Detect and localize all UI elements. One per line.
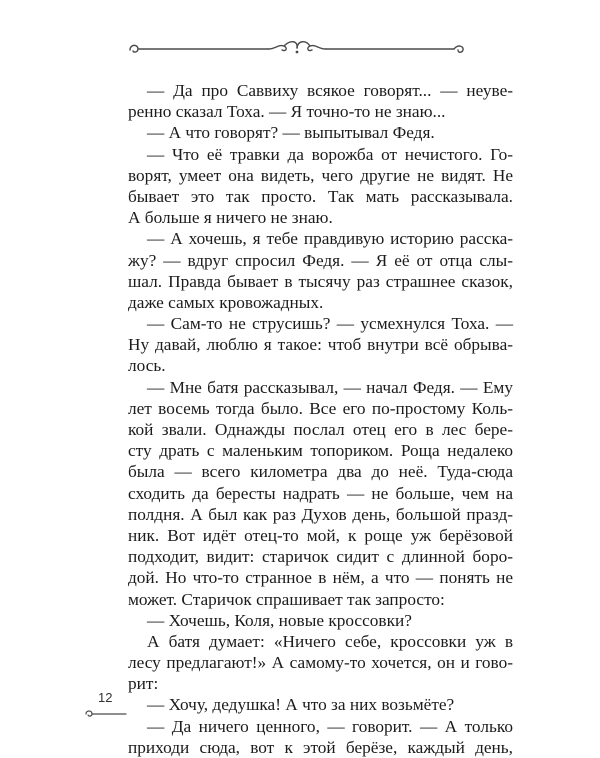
text-line: ворят, умеет она видеть, чего другие не видят. Не <box>128 165 513 185</box>
text-line: приходи сюда, вот к этой берёзе, каждый день, <box>128 737 513 757</box>
text-line: полдня. А был как раз Духов день, большой празд- <box>128 504 513 524</box>
text-line: — Хочешь, Коля, новые кроссовки? <box>147 610 412 630</box>
text-line: — А что говорят? — выпытывал Федя. <box>147 123 435 143</box>
text-line: кой звали. Однажды послал отец его в лес бере- <box>128 420 513 439</box>
text-line: — Что её травки да ворожба от нечистого. Го- <box>147 144 513 164</box>
body-text <box>128 80 513 758</box>
text-line: рит: <box>128 674 159 694</box>
text-line: — Хочу, дедушка! А что за них возьмёте? <box>147 695 455 715</box>
text-line: А больше я ничего не знаю. <box>128 208 333 228</box>
text-line: лесу предлагают!» А самому-то хочется, он и гово- <box>128 653 513 673</box>
text-line: жу? — вдруг спросил Федя. — Я её от отца слы- <box>128 250 513 270</box>
text-line: — Сам-то не струсишь? — усмехнулся Тоха. — <box>147 314 513 334</box>
text-line: — Мне батя рассказывал, — начал Федя. — Ему <box>147 377 513 397</box>
page-number: 12 <box>98 690 113 705</box>
text-line: шал. Правда бывает в тысячу раз страшнее сказок, <box>128 271 513 291</box>
text-line: дой. Но что-то странное в нём, а что — понять не <box>128 568 513 588</box>
text-line: — Да ничего ценного, — говорит. — А только <box>147 716 513 736</box>
decorative-header-ornament <box>128 38 466 60</box>
text-line: — А хочешь, я тебе правдивую историю расска- <box>147 229 513 249</box>
text-line: сходить да бересты надрать — не больше, чем на <box>128 483 513 503</box>
text-line: Ну давай, люблю я такое: чтоб внутри всё обрыва- <box>128 335 513 355</box>
text-line: сту драть с маленьким топориком. Роща недалеко <box>128 441 513 461</box>
text-line: лось. <box>128 356 166 376</box>
decorative-footer-ornament <box>84 707 128 721</box>
text-line: подходит, видит: старичок сидит с длинной боро- <box>128 547 513 567</box>
text-line: ренно сказал Тоха. — Я точно-то не знаю... <box>128 102 446 122</box>
text-line: бывает это так просто. Так мать рассказывала. <box>128 186 513 206</box>
text-line: может. Старичок спрашивает так запросто: <box>128 589 445 609</box>
text-line: А батя думает: «Ничего себе, кроссовки уж в <box>147 631 513 651</box>
text-line: — Да про Саввиху всякое говорят... — неуве- <box>147 81 513 100</box>
text-line: ник. Вот идёт отец-то мой, к роще уж берёзовой <box>128 525 513 545</box>
text-line: даже самых кровожадных. <box>128 292 324 312</box>
text-line: была — всего километра два до неё. Туда-сюда <box>128 462 513 482</box>
text-line: лет восемь тогда было. Все его по-простому Коль- <box>128 398 513 418</box>
